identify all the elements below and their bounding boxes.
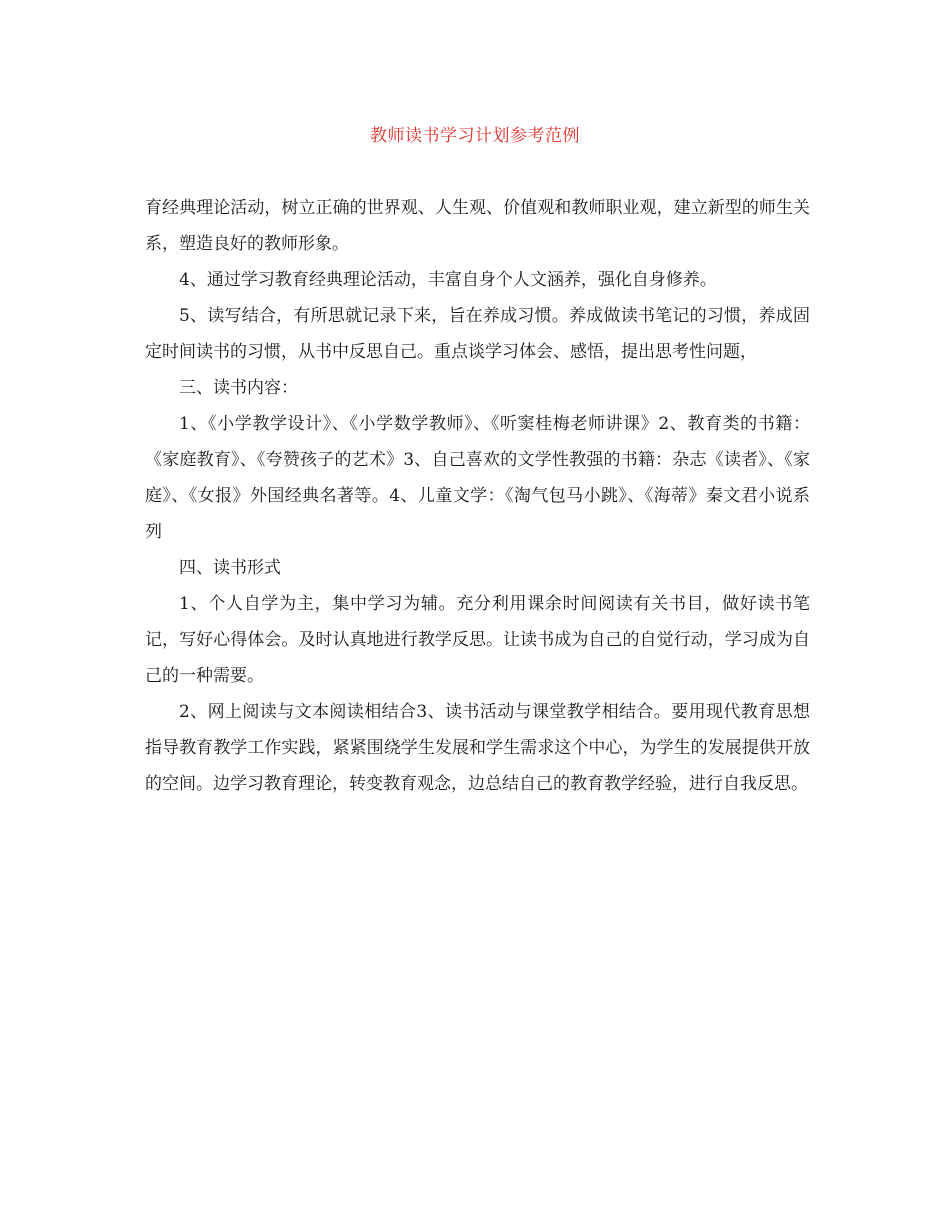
paragraph-format-1: 1、个人自学为主，集中学习为辅。充分利用课余时间阅读有关书目，做好读书笔记，写好心得体会。及时认真地进行教学反思。让读书成为自己的自觉行动，学习成为自己的一种需要。 bbox=[145, 594, 810, 686]
paragraph-continuation: 育经典理论活动，树立正确的世界观、人生观、价值观和教师职业观，建立新型的师生关系，塑造良好的教师形象。 bbox=[145, 198, 810, 254]
document-title: 教师读书学习计划参考范例 bbox=[370, 126, 580, 146]
paragraph-item-5: 5、读写结合，有所思就记录下来，旨在养成习惯。养成做读书笔记的习惯，养成固定时间读书的习惯，从书中反思自己。重点谈学习体会、感悟，提出思考性问题， bbox=[145, 306, 810, 362]
section-heading-reading-format: 四、读书形式 bbox=[179, 558, 281, 578]
section-heading-reading-content: 三、读书内容： bbox=[179, 378, 298, 398]
paragraph-item-4: 4、通过学习教育经典理论活动，丰富自身个人文涵养，强化自身修养。 bbox=[179, 270, 717, 290]
paragraph-reading-list: 1、《小学教学设计》、《小学数学教师》、《听窦桂梅老师讲课》2、教育类的书籍：《家庭教育》、《夸赞孩子的艺术》3、自己喜欢的文学性教强的书籍：杂志《读者》、《家庭》、《女报》外国经典名著等。4、儿童文学：《淘气包马小跳》、《海蒂》秦文君小说系列 bbox=[145, 414, 810, 542]
paragraph-format-2: 2、网上阅读与文本阅读相结合3、读书活动与课堂教学相结合。要用现代教育思想指导教育教学工作实践，紧紧围绕学生发展和学生需求这个中心，为学生的发展提供开放的空间。边学习教育理论，转变教育观念，边总结自己的教育教学经验，进行自我反思。 bbox=[145, 702, 810, 794]
document-body bbox=[145, 190, 810, 802]
